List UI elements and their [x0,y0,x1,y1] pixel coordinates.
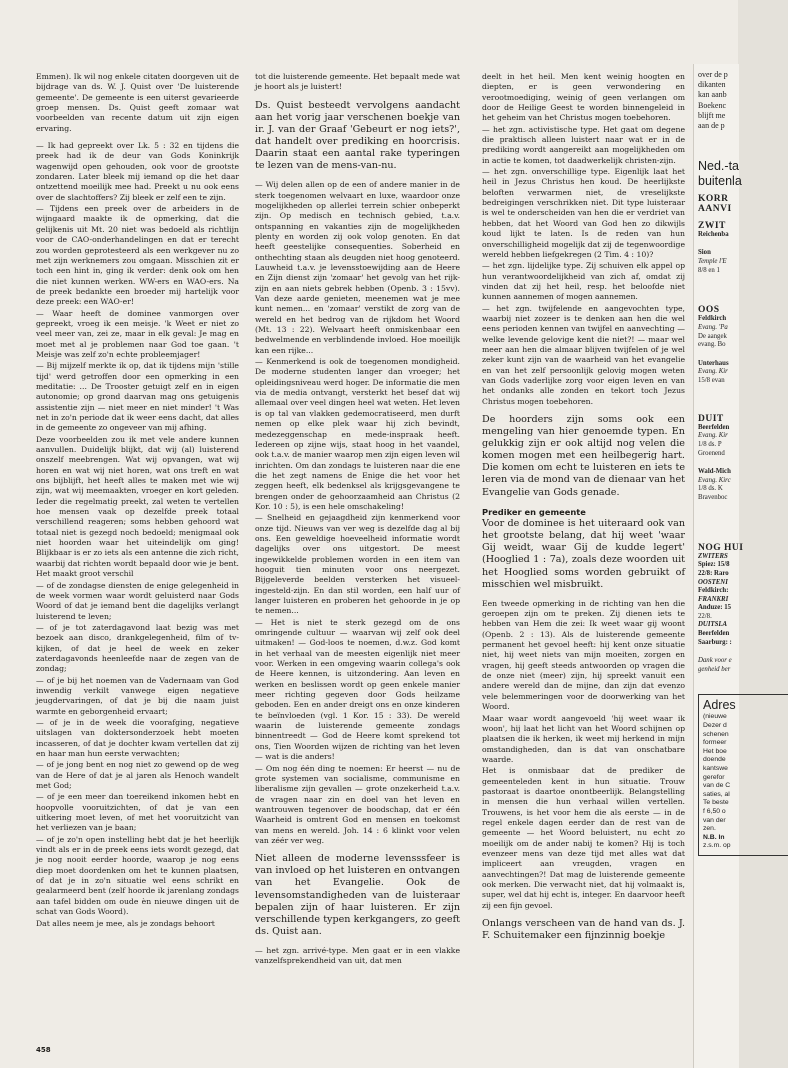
strip-line: zen. [703,825,716,833]
strip-line: Feldkirch [698,315,727,323]
strip-line: Beerfelden [698,630,730,638]
adjacent-page-strip [693,64,744,1068]
strip-line: OOSTENI [698,578,728,586]
strip-line: kan aanb [698,90,727,100]
strip-line: genheid ber [698,665,731,673]
strip-line: Temple l'E [698,258,727,266]
paragraph: — het zgn. onverschillige type. Eigenlijk laat het heil in Jezus Christus hen koud. De heerlijkste beloften verwarmen niet, de vreselijkste bedreigingen verschrikken niet. Dit type luisteraar is wel te onderscheiden van hen die er verdriet van hebben, dat het Woord van God hen zo dikwijls koud lijkt te laten. Is de reden van hun onverschilligheid mogelijk dat zij de tegenwoordige wereld hebben liefgekregen (2 Tim. 4 : 10)? [482,167,685,259]
strip-line: Beerfelden [698,423,730,431]
strip-line: Evang. Kirc [698,476,731,484]
strip-line: z.s.m. op [703,842,731,850]
paragraph: Deze voorbeelden zou ik met vele andere kunnen aanvullen. Duidelijk blijkt, dat wij (al) luisterend onszelf meebrengen. Wat wij opvangen, wat wij horen en wat wij niet horen, wat ons treft en wat ons bijblijft, het heeft alles te maken met wie wij zijn, wat wij meemaakten, vroeger en kort geleden. Ieder die regelmatig preekt, zal weten te vertellen hoe mensen vaak op dezelfde preek totaal verschillend reageren; soms hebben gehoord wat totaal niet is gezegd noch bedoeld; menigmaal ook niet hoorden waar het uiteindelijk om ging! Blijkbaar is er zo iets als een antenne die zich richt, waarbij dat richten wordt bepaald door wie je bent. Het maakt groot verschil [36,434,239,579]
strip-line: DUITSLA [698,621,728,629]
strip-line: over de p [698,70,728,79]
strip-line: formeer [703,739,727,747]
strip-line: 22/8: Raro [698,569,729,577]
paragraph: Dat alles neem je mee, als je zondags behoort [36,918,215,928]
strip-line: Dezer d [703,722,727,730]
text-column-1 [36,72,239,930]
strip-line: 1/8 ds. K [698,485,723,493]
strip-box-title: Adres [703,698,736,713]
strip-heading: KORR [698,194,729,205]
paragraph: — of je zo'n open instelling hebt dat je het heerlijk vindt als er in de preek eens iets wordt gezegd, dat je nog nooit eerder hoorde, waarop je nog eens diep moet doordenken om het te kunnen plaatsen, of dat je in zo'n situatie wel eens schrikt en gealarmeerd bent (zelf hoorde ik jarenlang zondags aan tafel bidden om oude èn nieuwe dingen uit de schat van Gods Woord). [36,834,239,917]
strip-heading: OOS [698,305,720,316]
strip-line: kantswe [703,765,728,772]
paragraph: — Wij delen allen op de een of andere manier in de sterk toegenomen welvaart en luxe, waardoor onze mogelijkheden op allerlei terrein schier onbeperkt zijn. Op medisch en technisch gebied, t.a.v. ontspanning en vakanties zijn de mogelijkheden plenty en worden zij ook volop genoten. En dat heeft geestelijke consequenties. Soberheid en onthechting staan als deugden niet hoog genoteerd. Lauwheid t.a.v. je levensstoewijding aan de Heere en Zijn dienst zijn 'zomaar' het gevolg van het rijk-zijn en aan niets gebrek hebben (Openb. 3 : 15vv). Van deze aarde genieten, meenemen wat je mee kunt nemen... en 'zomaar' verstikt de zorg van de wereld en het bedrog van de rijkdom het Woord (Mt. 13 : 22). Welvaart heeft onmiskenbaar een bedwelmende en verblindende invloed. Hoe moeilijk kan een rijke... [255,180,460,355]
strip-line: Spiez: 15/8 [698,561,730,569]
strip-heading: NOG HUI [698,542,744,553]
strip-line: Evang. 'Pa [698,324,728,331]
strip-line: Sion [698,249,711,257]
section-heading: Prediker en gemeente [482,506,586,517]
strip-line: Evang. Kir [698,368,728,376]
paragraph: — het zgn. twijfelende en aangevochten type, waarbij niet zozeer is te denken aan hen die wel eens perioden kennen van twijfel en aanvechting — welke levende gelovige kent die niet?! — maar wel meer aan hen die almaar blijven twijfelen of je wel zeker kunt zijn van de waarheid van het evangelie en van het zelf persoonlijk gelovig mogen weten van Gods vaderlijke zorg voor eigen leven en van het ondanks alle zonden en tekort toch Jezus Christus mogen toebehoren. [482,303,685,406]
strip-line: Boekenc [698,100,726,110]
strip-line: Evang. Kir [698,432,728,440]
strip-line: 15/8 evan [698,376,725,384]
strip-line: van der [703,816,726,824]
strip-line: ZWITERS [698,552,728,560]
strip-line: Het boe [703,747,727,755]
strip-heading: DUIT [698,413,724,424]
strip-line: f 6,50 o [703,807,726,815]
strip-line: Dank voor e [698,657,732,665]
paragraph: — of je tot zaterdagavond laat bezig was met bezoek aan disco, drankgelegenheid, film of tv-kijken, of dat je heel de week en zeker zaterdagavonds heenleefde naar de zegen van de zondag; [36,622,239,674]
strip-line: (nieuwe [703,713,727,721]
text-column-2 [255,72,460,968]
paragraph: Emmen). Ik wil nog enkele citaten doorgeven uit de bijdrage van ds. W. J. Quist over 'De luisterende gemeente'. De gemeente is een uiterst gevarieerde groep mensen. Ds. Quist geeft zomaar wat voorbeelden van recente datum uit zijn eigen ervaring. [36,72,239,133]
intro-paragraph: Niet alleen de moderne levensssfeer is van invloed op het luisteren en ontvangen van het Evangelie. Ook de levensomstandigheden van de luisteraar bepalen zijn of haar luisteren. Er zijn verschillende typen kerkgangers, zo geeft ds. Quist aan. [255,853,460,937]
strip-line: 22/8. [698,612,712,620]
paragraph: — of de zondagse diensten de enige gelegenheid in de week vormen waar wordt geluisterd naar Gods Woord of dat je iemand bent die dagelijks verlangt luisterend te leven; [36,580,239,621]
strip-line: dikanten [698,80,726,90]
strip-line: van de C [703,782,731,790]
strip-heading: ZWIT [698,220,726,231]
strip-line: Feldkirch: [698,587,729,595]
strip-line: blijft me [698,110,726,120]
strip-line: saties, al [703,790,730,798]
paragraph: Het is onmisbaar dat de prediker de gemeenteleden kent in hun situatie. Trouw pastoraat is daartoe onontbeerlijk. Belangstelling in mensen die hun verhaal willen vertellen. Trouwens, is het voor hem die als eerste — in de regel enkele dagen eerder dan de rest van de gemeente — het Woord beluistert, nu echt zo moeilijk om de ander nabij te komen? Hij is toch evenzeer mens van deze tijd met alles wat dat impliceert aan vreugden, vragen en aanvechtingen?! Dat mag de luisterende gemeente ook merken. Die verwacht niet, dat hij volmaakt is, super, wel dat hij echt is, integer. En daarvoor heeft zij een fijn gevoel. [482,766,685,910]
strip-title: Ned.-ta [698,159,739,174]
strip-line: Bravenboc [698,493,728,501]
paragraph: Maar waar wordt aangevoeld 'hij weet waar ik woon', hij laat het licht van het Woord schijnen op plaatsen die ik herken, ik weet mij herkend in mijn omstandigheden, dan is dat van onschatbare waarde. [482,713,685,764]
paragraph: — het zgn. activistische type. Het gaat om degene die praktisch alleen luistert naar wat er in de prediking wordt aangereikt aan mogelijkheden om in actie te komen, tot daadwerkelijk christen-zijn. [482,124,685,165]
strip-line: gerefor [703,773,725,781]
intro-paragraph: De hoorders zijn soms ook een mengeling van hier genoemde typen. En gelukkig zijn er ook altijd nog velen die komen mogen met een heilbegerig hart. Die komen om echt te luisteren en iets te leren via de mond van de dienaar van het Evangelie van Gods genade. [482,414,685,498]
paragraph: — of je een meer dan toereikend inkomen hebt en hoopvolle vooruitzichten, of dat je van een uitkering moet leven, of met het vooruitzicht van het verliezen van je baan; [36,792,239,833]
strip-line: Unterhaus [698,359,729,367]
strip-heading: AANVI [698,204,732,215]
strip-line: N.B. In [703,833,725,841]
strip-line: Reichenba [698,230,729,238]
paragraph: — of je in de week die voorafging, negatieve uitslagen van doktersonderzoek hebt moeten incasseren, of dat je dochter kwam vertellen dat zij en haar man hun eerste verwachten; [36,717,239,758]
adjacent-page-content [698,64,788,856]
strip-line: evang. Bo [698,341,726,349]
page-number: 458 [36,1046,51,1054]
paragraph: — het zgn. arrivé-type. Men gaat er in een vlakke vanzelfsprekendheid van uit, dat men [255,945,460,966]
paragraph: — Bij mijzelf merkte ik op, dat ik tijdens mijn 'stille tijd' werd getroffen door een opmerking in een meditatie: ... De Trooster getuigt zelf en in eigen autonomie; op grond daarvan mag ons getuigenis assistentie zijn — niet meer en niet minder! 't Was net in zo'n periode dat ik weer eens dacht, dat alles in de gemeente zo ongeveer van mij afhing. [36,361,239,433]
intro-paragraph: Onlangs verscheen van de hand van ds. J. F. Schuitemaker een fijnzinnig boekje [482,918,685,942]
strip-line: Saarburg: : [698,638,732,646]
strip-line: Anduze: 15 [698,604,732,612]
strip-line: 8/8 en 1 [698,266,720,274]
paragraph: Een tweede opmerking in de richting van hen die geroepen zijn om te preken. Zij dienen iets te hebben van Hem die zei: Ik weet waar gij woont (Openb. 2 : 13). Als de luisterende gemeente permanent het gevoel heeft: hij kent onze situatie niet, hij weet niets van mijn moeiten, zorgen en vragen, hij geeft steeds antwoorden op vragen die de onze niet (meer) zijn, hij spreekt vanuit een andere wereld dan de mijne, dan zijn dat evenzo vele belemmeringen voor de doorwerking van het Woord. [482,598,685,712]
paragraph: — het zgn. lijdelijke type. Zij schuiven elk appel op hun verantwoordelijkheid van zich af, omdat zij vinden dat zij het heil, resp. het beloofde niet kunnen aannemen of mogen aannemen. [482,261,685,302]
strip-line: doende [703,756,726,764]
strip-line: Wald-Mich [698,468,731,476]
paragraph: — Ik had gepreekt over Lk. 5 : 32 en tijdens die preek had ik de deur van Gods Koninkrijk wagenwijd open gehouden, ook voor de grootste zondaren. Later bleek mij iemand op die het daar ontzettend moeilijk mee had. Preekt u nu ook eens over de slachtoffers? Zij bleek er zelf een te zijn. [36,141,239,202]
strip-address-box [698,694,788,856]
strip-line: Groenend [698,449,725,457]
strip-line: Te beste [703,799,729,807]
strip-title: buitenla [698,174,742,189]
text-column-3 [482,72,685,950]
strip-line: 1/8 ds. P [698,440,722,448]
paragraph: — Het is niet te sterk gezegd om de ons omringende cultuur — waarvan wij zelf ook deel uitmaken! — God-loos te noemen, d.w.z. God komt in het verhaal van de meesten eigenlijk niet meer voor. Werken in een omgeving waarin collega's ook de Heere kennen, is uitzondering. Aan leven en werken en beslissen wordt op geen enkele manier meer richting gegeven door Gods heilzame geboden. Een en ander dreigt ons en onze kinderen te beïnvloeden (vgl. 1 Kor. 15 : 33). De wereld waarin de luisterende gemeente zondags binnentreedt — God de Heere komt sprekend tot ons, Tien Woorden wijzen de richting van het leven — wat is die anders! [255,617,460,762]
strip-line: De aangek [698,332,727,340]
paragraph: — Kenmerkend is ook de toegenomen mondigheid. De moderne studenten langer dan vroeger; het opleidingsniveau werd hoger. De informatie die men via de media ontvangt, versterkt het besef dat wij allemaal over veel dingen heel wat weten. Het leven is op tal van vlakken gedemocratiseerd, men durft nemen op elke plek waar hij zich bevindt, medezeggenschap en mede-inspraak heeft. Iedereen op zijne wijs, staat hoog in het vaandel, ook t.a.v. de manier waarop men zijn eigen leven wil inrichten. Om dan zondags te luisteren naar die ene die het zegt namens de Enige die het voor het zeggen heeft, elk bedenksel als krijgsgevangene te brengen onder de gehoorzaamheid aan Christus (2 Kor. 10 : 5), is een hele omschakeling! [255,357,460,511]
paragraph: — Waar heeft de dominee vanmorgen over gepreekt, vroeg ik een meisje. 'k Weet er niet zo veel meer van, zei ze, maar in elk geval: Je mag en moet met al je problemen naar God toe gaan. 't Meisje was zelf zo'n echte probleemjager! [36,308,239,359]
paragraph: — Om nog één ding te noemen: Er heerst — nu de grote systemen van socialisme, communisme en liberalisme zijn gevallen — grote onzekerheid t.a.v. de vragen naar zin en doel van het leven en wantrouwen tegenover de boodschap, dat er één Waarheid is omtrent God en mensen en toekomst van mens en wereld. Joh. 14 : 6 klinkt voor velen van zéér ver weg. [255,763,460,845]
paragraph: deelt in het heil. Men kent weinig hoogten en diepten, er is geen verwondering en verootmoediging, weinig of geen verlangen om door de Heilige Geest te worden binnengeleid in het geheim van het Christus mogen toebehoren. [482,72,685,123]
strip-line: schenen [703,730,729,738]
paragraph: tot die luisterende gemeente. Het bepaalt mede wat je hoort als je luistert! [255,72,460,92]
intro-paragraph: Voor de dominee is het uiteraard ook van het grootste belang, dat hij weet 'waar Gij weidt, waar Gij de kudde legert' (Hooglied 1 : 7a), zoals deze woorden uit het Hooglied soms worden gebruikt of misschien wel misbruikt. [482,518,685,590]
paragraph: — Tijdens een preek over de arbeiders in de wijngaard maakte ik de opmerking, dat die gelijkenis uit Mt. 20 niet was bedoeld als richtlijn voor de CAO-onderhandelingen en dat er terecht zou worden geprotesteerd als een werkgever nu zo met zijn werknemers zou omgaan. Misschien zit er toch een hint in, ging ik verder: denk ook om hen die niet kunnen werken. WW-ers en WAO-ers. Na de preek bedankte een broeder mij hartelijk voor deze preek: een WAO-er! [36,204,239,307]
paragraph: — Snelheid en gejaagdheid zijn kenmerkend voor onze tijd. Nieuws van ver weg is dezelfde dag al bij ons. Een geweldige hoeveelheid informatie wordt dagelijks over ons uitgestort. De meest ingewikkelde problemen worden in een item van hooguit tien minuten voor ons neergezet. Bijgeleverde beelden versterken het visueel-ingesteld-zijn. En dan stil worden, een half uur of langer luisteren en proberen het gehoorde in je op te nemen... [255,513,460,616]
strip-line: FRANKRI [698,595,729,603]
strip-line: aan de p [698,121,725,131]
paragraph: — of je bij het noemen van de Vadernaam van God inwendig verkilt vanwege eigen negatieve jeugdervaringen, of dat je bij die naam juist warmte en geborgenheid ervaart; [36,675,239,716]
intro-paragraph: Ds. Quist besteedt vervolgens aandacht aan het vorig jaar verschenen boekje van ir. J. van der Graaf 'Gebeurt er nog iets?', dat handelt over prediking en hoorcrisis. Daarin staat een aantal rake typeringen te lezen van de mens-van-nu. [255,99,460,172]
paragraph: — of je jong bent en nog niet zo gewend op de weg van de Here of dat je al jaren als Henoch wandelt met God; [36,760,239,791]
